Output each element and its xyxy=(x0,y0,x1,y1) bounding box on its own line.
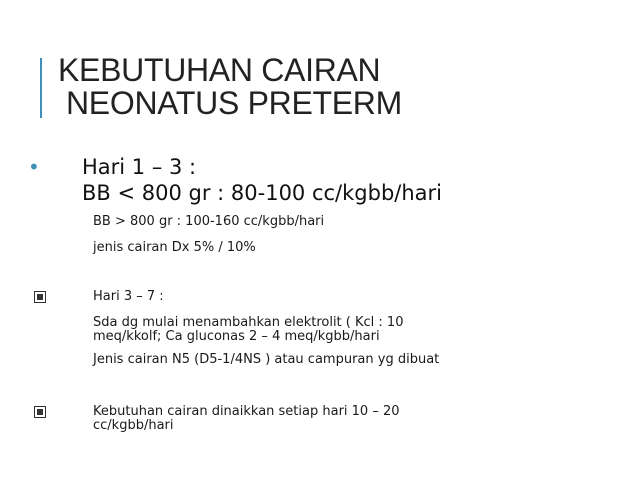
checkbox-bullet-1 xyxy=(34,290,46,306)
title-line-2: NEONATUS PRETERM xyxy=(66,85,402,121)
item2-detail-line-2: meq/kkolf; Ca gluconas 2 – 4 meq/kgbb/hari xyxy=(93,329,380,344)
checkbox-bullet-icon xyxy=(34,406,46,418)
item3-line-2: cc/kgbb/hari xyxy=(93,418,174,433)
item2-detail xyxy=(93,316,403,344)
checkbox-bullet-icon xyxy=(34,291,46,303)
item3-text xyxy=(93,405,400,433)
main-bullet-text xyxy=(82,154,442,206)
item2-detail-2: Jenis cairan N5 (D5-1/4NS ) atau campuran yg dibuat xyxy=(93,352,440,367)
sub-bullet-1: BB > 800 gr : 100-160 cc/kgbb/hari xyxy=(93,214,325,229)
slide-title xyxy=(58,54,402,120)
title-accent-bar xyxy=(40,58,42,118)
item2-label: Hari 3 – 7 : xyxy=(93,289,164,304)
item3-line-1: Kebutuhan cairan dinaikkan setiap hari 10 – 20 xyxy=(93,404,400,419)
title-line-1: KEBUTUHAN CAIRAN xyxy=(58,52,381,88)
main-bullet-line-1: Hari 1 – 3 : xyxy=(82,155,197,179)
item2-detail-line-1: Sda dg mulai menambahkan elektrolit ( Kcl : 10 xyxy=(93,315,404,330)
main-bullet-line-2: BB < 800 gr : 80-100 cc/kgbb/hari xyxy=(82,181,443,205)
checkbox-bullet-2 xyxy=(34,405,46,421)
sub-bullet-2: jenis cairan Dx 5% / 10% xyxy=(93,240,256,255)
bullet-dot-icon: • xyxy=(28,155,40,179)
